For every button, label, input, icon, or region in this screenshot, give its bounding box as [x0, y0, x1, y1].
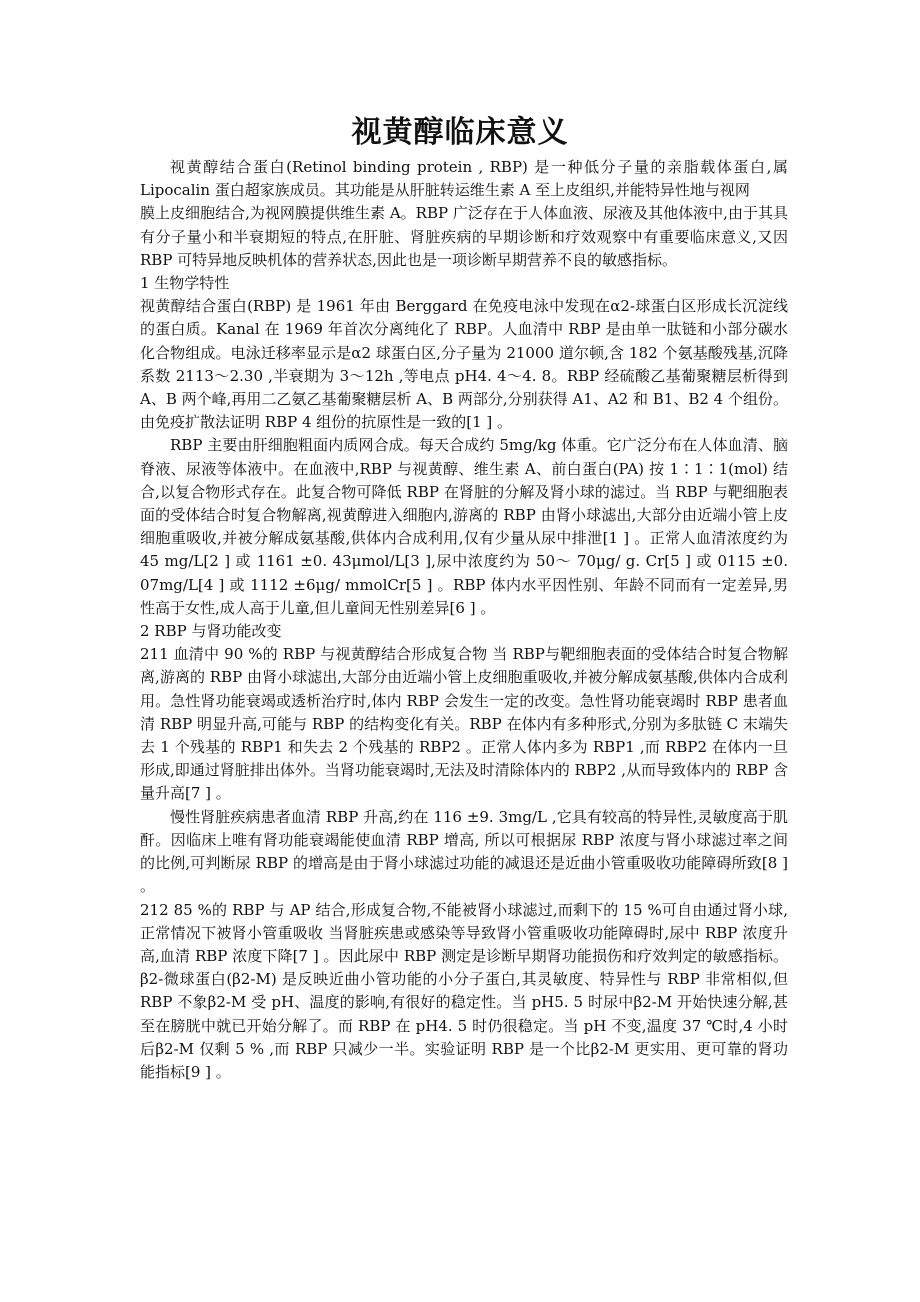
paragraph-chronic-kidney: 慢性肾脏疾病患者血清 RBP 升高,约在 116 ±9. 3mg/L ,它具有较高的特异性,灵敏度高于肌酐。因临床上唯有肾功能衰竭能使血清 RBP 增高, 所以可根据尿 RBP 浓度与肾小球滤过率之间的比例,可判断尿 RBP 的增高是由于肾小球滤过功能的减退还是近曲小管重吸收功能障碍所致[8 ] 。	[140, 807, 788, 896]
document-body	[140, 156, 788, 1084]
paragraph-intro-continued: 膜上皮细胞结合,为视网膜提供维生素 A。RBP 广泛存在于人体血液、尿液及其他体液中,由于其具有分子量小和半衰期短的特点,在肝脏、肾脏疾病的早期诊断和疗效观察中有重要临床意义,又因 RBP 可特异地反映机体的营养状态,因此也是一项诊断早期营养不良的敏感指标。	[140, 204, 788, 269]
paragraph-synthesis: RBP 主要由肝细胞粗面内质网合成。每天合成约 5mg/kg 体重。它广泛分布在人体血清、脑脊液、尿液等体液中。在血液中,RBP 与视黄醇、维生素 A、前白蛋白(PA) 按 1∶1∶1(mol) 结合,以复合物形式存在。此复合物可降低 RBP 在肾脏的分解及肾小球的滤过。当 RBP 与靶细胞表面的受体结合时复合物解离,视黄醇进入细胞内,游离的 RBP 由肾小球滤出,大部分由近端小管上皮细胞重吸收,并被分解成氨基酸,供体内合成利用,仅有少量从尿中排泄[1 ] 。正常人血清浓度约为 45 mg/L[2 ] 或 1161 ±0. 43μmol/L[3 ],尿中浓度约为 50～ 70μg/ g. Cr[5 ] 或 0115 ±0. 07mg/L[4 ] 或 1112 ±6μg/ mmolCr[5 ] 。RBP 体内水平因性别、年龄不同而有一定差异,男性高于女性,成人高于儿童,但儿童间无性别差异[6 ] 。	[140, 436, 788, 617]
paragraph-discovery: 视黄醇结合蛋白(RBP) 是 1961 年由 Berggard 在免疫电泳中发现在α2-球蛋白区形成长沉淀线的蛋白质。Kanal 在 1969 年首次分离纯化了 RBP。人血清中 RBP 是由单一肽链和小部分碳水化合物组成。电泳迁移率显示是α2 球蛋白区,分子量为 21000 道尔顿,含 182 个氨基酸残基,沉降系数 2113～2.30 ,半衰期为 3～12h ,等电点 pH4. 4～4. 8。RBP 经硫酸乙基葡聚糖层析得到 A、B 两个峰,再用二乙氨乙基葡聚糖层析 A、B 两部分,分别获得 A1、A2 和 B1、B2 4 个组份。由免疫扩散法证明 RBP 4 组份的抗原性是一致的[1 ] 。	[140, 297, 788, 432]
page-title: 视黄醇临床意义	[351, 115, 569, 150]
section-heading-biology: 1 生物学特性	[140, 274, 230, 293]
section-heading-kidney: 2 RBP 与肾功能改变	[140, 622, 282, 641]
paragraph-serum-rbp: 211 血清中 90 %的 RBP 与视黄醇结合形成复合物 当 RBP与靶细胞表面的受体结合时复合物解离,游离的 RBP 由肾小球滤出,大部分由近端小管上皮细胞重吸收,并被分解成氨基酸,供体内合成利用。急性肾功能衰竭或透析治疗时,体内 RBP 会发生一定的改变。急性肾功能衰竭时 RBP 患者血清 RBP 明显升高,可能与 RBP 的结构变化有关。RBP 在体内有多种形式,分别为多肽链 C 末端失去 1 个残基的 RBP1 和失去 2 个残基的 RBP2 。正常人体内多为 RBP1 ,而 RBP2 在体内一旦形成,即通过肾脏排出体外。当肾功能衰竭时,无法及时清除体内的 RBP2 ,从而导致体内的 RBP 含量升高[7 ] 。	[140, 645, 788, 803]
paragraph-intro: 视黄醇结合蛋白(Retinol binding protein , RBP) 是一种低分子量的亲脂载体蛋白,属Lipocalin 蛋白超家族成员。其功能是从肝脏转运维生素 A 至上皮组织,并能特异性地与视网	[140, 158, 788, 200]
paragraph-urine-rbp: 212 85 %的 RBP 与 AP 结合,形成复合物,不能被肾小球滤过,而剩下的 15 %可自由通过肾小球,正常情况下被肾小管重吸收 当肾脏疾患或感染等导致肾小管重吸收功能障碍时,尿中 RBP 浓度升高,血清 RBP 浓度下降[7 ] 。因此尿中 RBP 测定是诊断早期肾功能损伤和疗效判定的敏感指标。β2-微球蛋白(β2-M) 是反映近曲小管功能的小分子蛋白,其灵敏度、特异性与 RBP 非常相似,但 RBP 不象β2-M 受 pH、温度的影响,有很好的稳定性。当 pH5. 5 时尿中β2-M 开始快速分解,甚至在膀胱中就已开始分解了。而 RBP 在 pH4. 5 时仍很稳定。当 pH 不变,温度 37 ℃时,4 小时后β2-M 仅剩 5 % ,而 RBP 只减少一半。实验证明 RBP 是一个比β2-M 更实用、更可靠的肾功能指标[9 ] 。	[140, 900, 788, 1081]
